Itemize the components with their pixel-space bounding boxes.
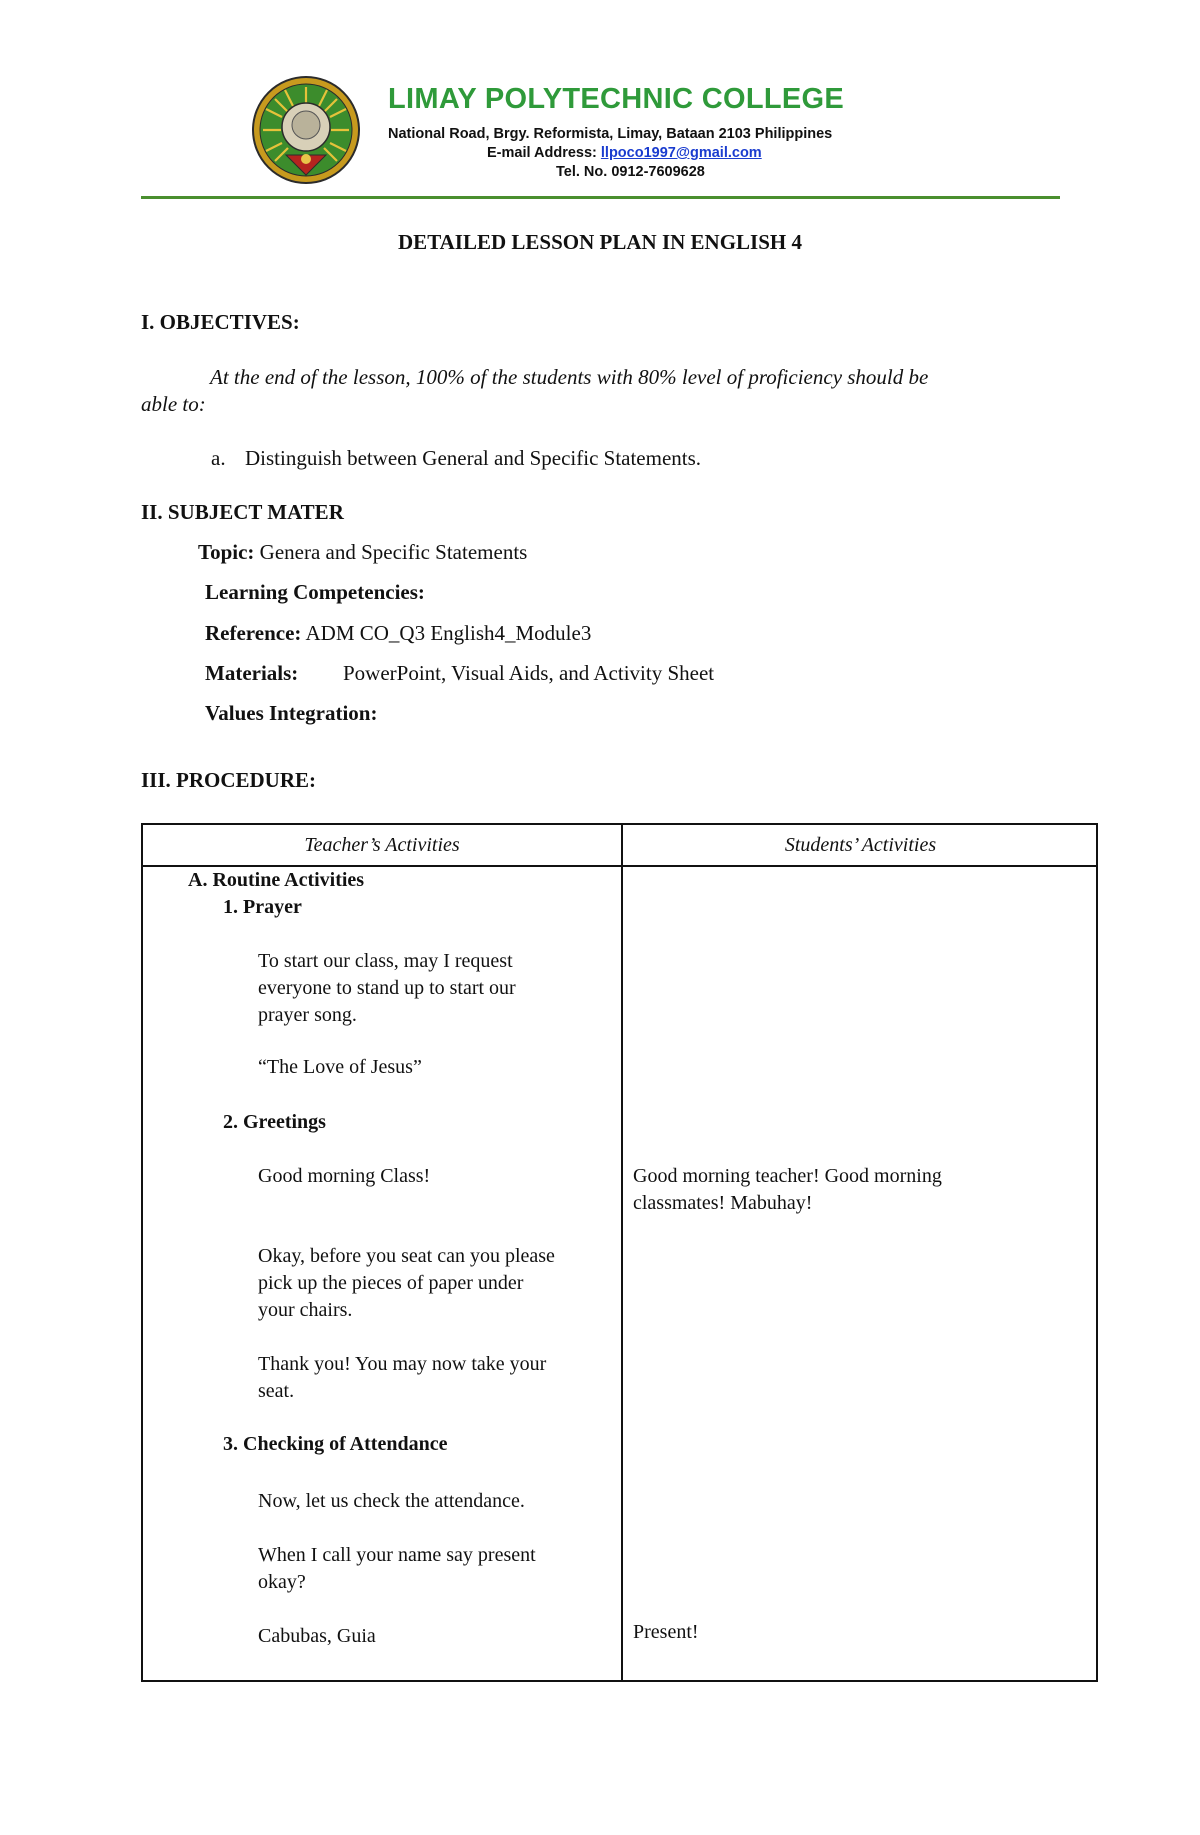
- subject-matter-heading: II. SUBJECT MATER: [141, 500, 344, 524]
- telephone: Tel. No. 0912-7609628: [556, 164, 705, 180]
- document-title: DETAILED LESSON PLAN IN ENGLISH 4: [398, 230, 802, 254]
- objective-a-text: Distinguish between General and Specific Statements.: [245, 446, 702, 470]
- materials-label: Materials:: [205, 661, 299, 685]
- prayer-song: “The Love of Jesus”: [258, 1056, 422, 1078]
- pickup-line3: your chairs.: [258, 1299, 353, 1321]
- college-seal-logo: [251, 75, 361, 185]
- reference-label: Reference:: [205, 621, 302, 645]
- greetings-heading: 2. Greetings: [223, 1111, 326, 1133]
- student-name: Cabubas, Guia: [258, 1625, 376, 1647]
- topic-label: Topic:: [198, 540, 255, 564]
- prayer-line3: prayer song.: [258, 1004, 357, 1026]
- college-name: LIMAY POLYTECHNIC COLLEGE: [388, 83, 844, 115]
- column-header-students: Students’ Activities: [784, 834, 937, 856]
- reference-value: ADM CO_Q3 English4_Module3: [305, 621, 592, 645]
- attendance-heading: 3. Checking of Attendance: [223, 1433, 448, 1455]
- email-line: [487, 145, 762, 161]
- email-link[interactable]: llpoco1997@gmail.com: [600, 145, 762, 161]
- attendance-line1: Now, let us check the attendance.: [258, 1490, 525, 1512]
- header-divider: [141, 196, 1060, 199]
- competencies-label: Learning Competencies:: [205, 580, 425, 604]
- objectives-intro-line2: able to:: [141, 392, 206, 416]
- values-integration-label: Values Integration:: [205, 701, 378, 725]
- column-header-teacher: Teacher’s Activities: [304, 834, 460, 856]
- thanks-line1: Thank you! You may now take your: [258, 1353, 547, 1375]
- prayer-heading: 1. Prayer: [223, 896, 302, 918]
- routine-activities-heading: A. Routine Activities: [188, 869, 365, 891]
- procedure-table: [141, 823, 1098, 1682]
- student-present: Present!: [633, 1621, 699, 1643]
- college-address: National Road, Brgy. Reformista, Limay, Bataan 2103 Philippines: [388, 126, 833, 142]
- objective-a-marker: a.: [211, 446, 226, 470]
- topic-value: Genera and Specific Statements: [259, 540, 528, 564]
- prayer-line1: To start our class, may I request: [258, 950, 513, 972]
- pickup-line2: pick up the pieces of paper under: [258, 1272, 524, 1294]
- attendance-line2: When I call your name say present: [258, 1544, 536, 1566]
- student-greeting-line1: Good morning teacher! Good morning: [633, 1165, 942, 1187]
- column-divider: [621, 825, 623, 1680]
- thanks-line2: seat.: [258, 1380, 295, 1402]
- pickup-line1: Okay, before you seat can you please: [258, 1245, 555, 1267]
- procedure-heading: III. PROCEDURE:: [141, 768, 317, 792]
- email-label: E-mail Address:: [487, 145, 597, 161]
- teacher-greeting: Good morning Class!: [258, 1165, 431, 1187]
- objectives-intro-line1: At the end of the lesson, 100% of the students with 80% level of proficiency should be: [210, 365, 929, 389]
- prayer-line2: everyone to stand up to start our: [258, 977, 516, 999]
- materials-value: PowerPoint, Visual Aids, and Activity Sheet: [343, 661, 715, 685]
- objectives-heading: I. OBJECTIVES:: [141, 310, 300, 334]
- student-greeting-line2: classmates! Mabuhay!: [633, 1192, 813, 1214]
- topic-row: [198, 540, 527, 565]
- reference-row: [205, 621, 591, 646]
- attendance-line3: okay?: [258, 1571, 306, 1593]
